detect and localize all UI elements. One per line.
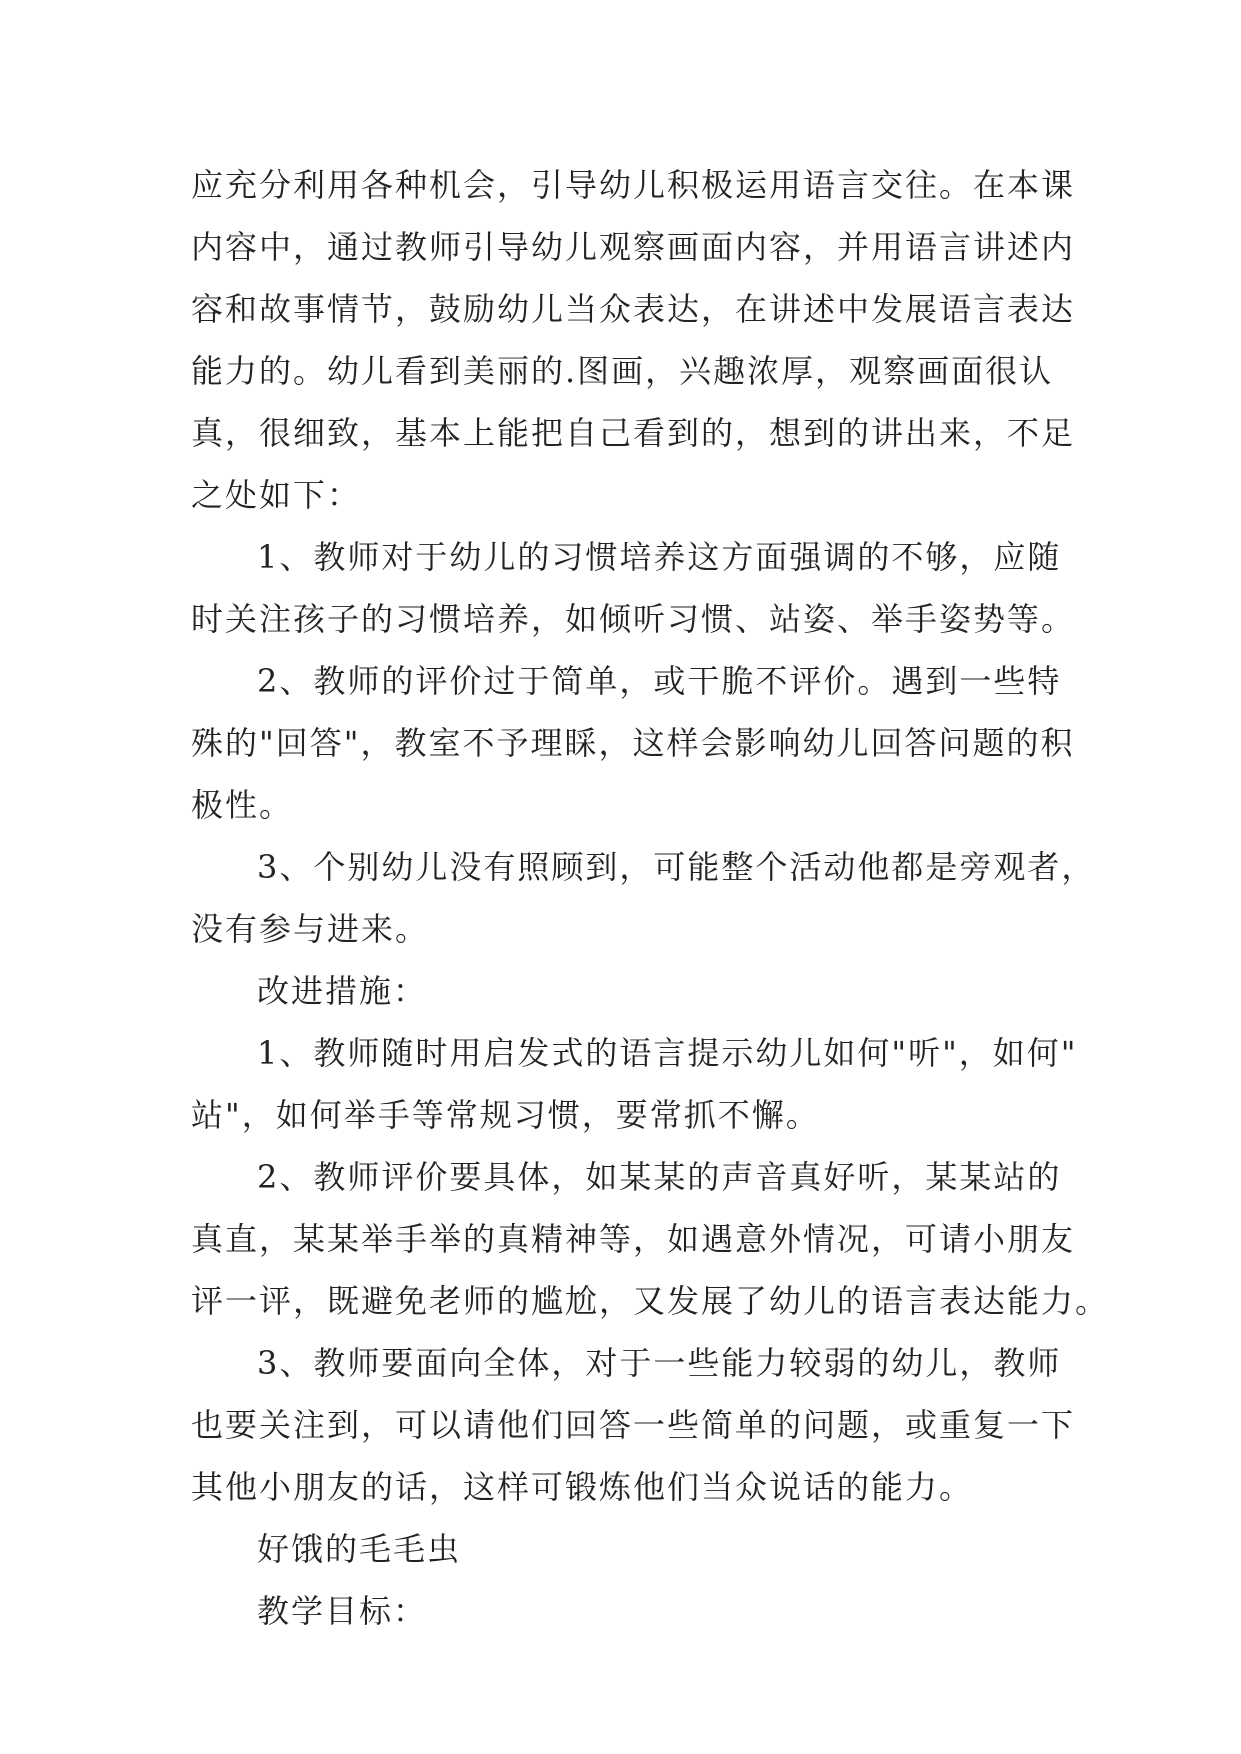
- text-line: 没有参与进来。: [191, 910, 430, 948]
- paragraph-intro: [191, 154, 1076, 526]
- section-heading-objectives: [191, 1580, 1071, 1642]
- lesson-title: [191, 1518, 1071, 1580]
- text-line: 3、个别幼儿没有照顾到，可能整个活动他都是旁观者，: [257, 848, 1096, 886]
- text-line: 站"，如何举手等常规习惯，要常抓不懈。: [191, 1096, 820, 1134]
- text-line: 之处如下：: [191, 476, 362, 514]
- paragraph-shortcoming-1: [191, 526, 1076, 650]
- text-line: 真直，某某举手举的真精神等，如遇意外情况，可请小朋友: [191, 1220, 1076, 1258]
- section-heading-improvements: [191, 960, 1071, 1022]
- text-line: 应充分利用各种机会，引导幼儿积极运用语言交往。在本课: [191, 166, 1076, 204]
- text-line: 评一评，既避免老师的尴尬，又发展了幼儿的语言表达能力。: [191, 1282, 1110, 1320]
- text-line: 1、教师随时用启发式的语言提示幼儿如何"听"，如何": [257, 1034, 1078, 1072]
- text-line: 1、教师对于幼儿的习惯培养这方面强调的不够，应随: [257, 538, 1062, 576]
- text-line: 改进措施：: [257, 972, 428, 1010]
- paragraph-improvement-2: [191, 1146, 1110, 1332]
- text-line: 容和故事情节，鼓励幼儿当众表达，在讲述中发展语言表达: [191, 290, 1076, 328]
- paragraph-improvement-3: [191, 1332, 1076, 1518]
- text-line: 3、教师要面向全体，对于一些能力较弱的幼儿，教师: [257, 1344, 1062, 1382]
- text-line: 2、教师的评价过于简单，或干脆不评价。遇到一些特: [257, 662, 1062, 700]
- text-line: 殊的"回答"，教室不予理睬，这样会影响幼儿回答问题的积: [191, 724, 1075, 762]
- text-line: 内容中，通过教师引导幼儿观察画面内容，并用语言讲述内: [191, 228, 1076, 266]
- text-line: 好饿的毛毛虫: [257, 1530, 462, 1568]
- text-line: 也要关注到，可以请他们回答一些简单的问题，或重复一下: [191, 1406, 1076, 1444]
- text-line: 极性。: [191, 786, 294, 824]
- paragraph-shortcoming-2: [191, 650, 1075, 836]
- paragraph-improvement-1: [191, 1022, 1078, 1146]
- text-line: 教学目标：: [257, 1592, 428, 1630]
- text-line: 时关注孩子的习惯培养，如倾听习惯、站姿、举手姿势等。: [191, 600, 1076, 638]
- text-line: 能力的。幼儿看到美丽的.图画，兴趣浓厚，观察画面很认: [191, 352, 1054, 390]
- text-line: 真，很细致，基本上能把自己看到的，想到的讲出来，不足: [191, 414, 1076, 452]
- document-body: [191, 154, 1110, 1642]
- text-line: 2、教师评价要具体，如某某的声音真好听，某某站的: [257, 1158, 1062, 1196]
- paragraph-shortcoming-3: [191, 836, 1096, 960]
- text-line: 其他小朋友的话，这样可锻炼他们当众说话的能力。: [191, 1468, 974, 1506]
